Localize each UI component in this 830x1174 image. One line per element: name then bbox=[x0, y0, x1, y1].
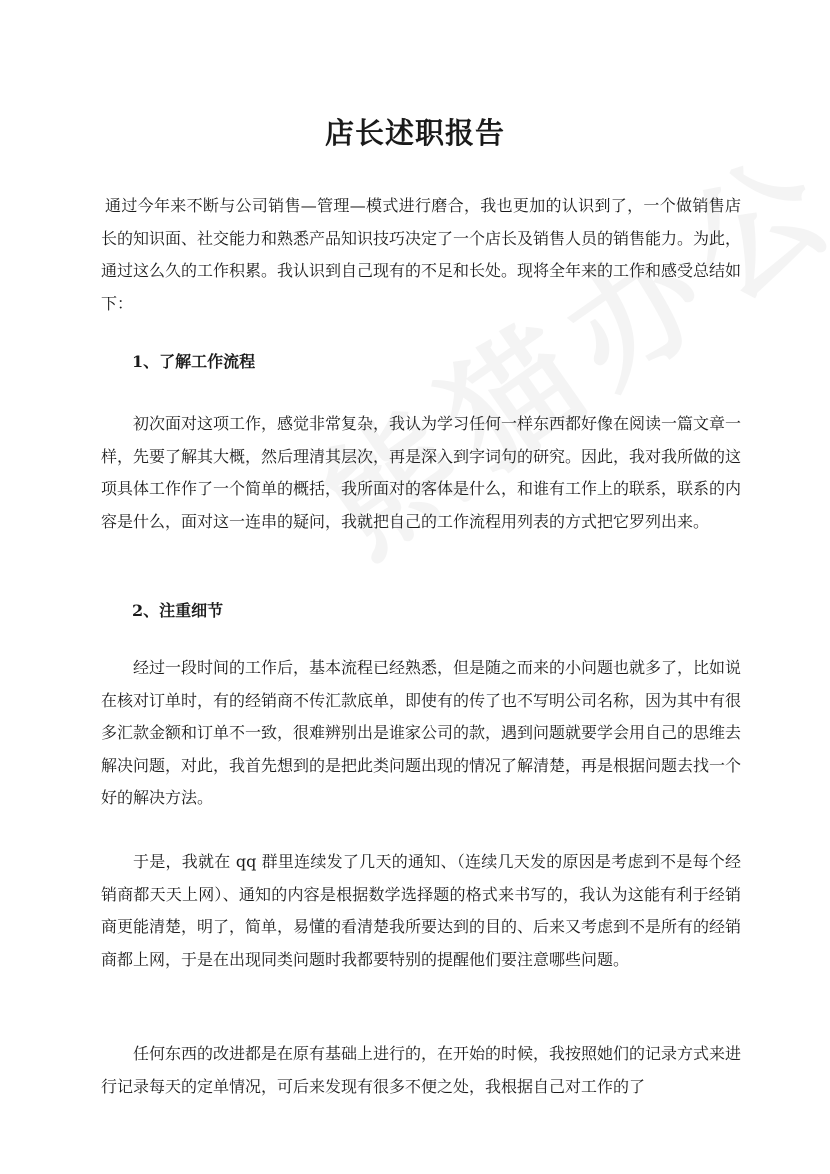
paragraph-details-2: 于是，我就在 qq 群里连续发了几天的通知、（连续几天发的原因是考虑到不是每个经销商都天天上网）、通知的内容是根据数学选择题的格式来书写的，我认为这能有利于经销商更能清楚，明了，简单，易懂的看清楚我所要达到的目的、后来又考虑到不是所有的经销商都上网，于是在出现同类问题时我都要特别的提醒他们要注意哪些问题。 bbox=[101, 852, 742, 969]
section-heading-details: 2、注重细节 bbox=[132, 601, 224, 620]
paragraph-workflow: 初次面对这项工作，感觉非常复杂，我认为学习任何一样东西都好像在阅读一篇文章一样，先要了解其大概，然后理清其层次，再是深入到字词句的研究。因此，我对我所做的这项具体工作作了一个简单的概括，我所面对的客体是什么，和谁有工作上的联系，联系的内容是什么，面对这一连串的疑问，我就把自己的工作流程用列表的方式把它罗列出来。 bbox=[101, 414, 742, 531]
paragraph-details-3: 任何东西的改进都是在原有基础上进行的，在开始的时候，我按照她们的记录方式来进行记录每天的定单情况，可后来发现有很多不便之处，我根据自己对工作的了 bbox=[101, 1044, 742, 1096]
intro-paragraph: 通过今年来不断与公司销售—管理—模式进行磨合，我也更加的认识到了，一个做销售店长的知识面、社交能力和熟悉产品知识技巧决定了一个店长及销售人员的销售能力。为此，通过这么久的工作积累。我认识到自己现有的不足和长处。现将全年来的工作和感受总结如下： bbox=[101, 196, 742, 313]
document-title: 店长述职报告 bbox=[324, 116, 505, 150]
paragraph-details-1: 经过一段时间的工作后，基本流程已经熟悉，但是随之而来的小问题也就多了，比如说在核对订单时，有的经销商不传汇款底单，即使有的传了也不写明公司名称，因为其中有很多汇款金额和订单不一致，很难辨别出是谁家公司的款，遇到问题就要学会用自己的思维去解决问题，对此，我首先想到的是把此类问题出现的情况了解清楚，再是根据问题去找一个好的解决方法。 bbox=[101, 658, 742, 807]
section-heading-workflow: 1、了解工作流程 bbox=[132, 352, 256, 371]
